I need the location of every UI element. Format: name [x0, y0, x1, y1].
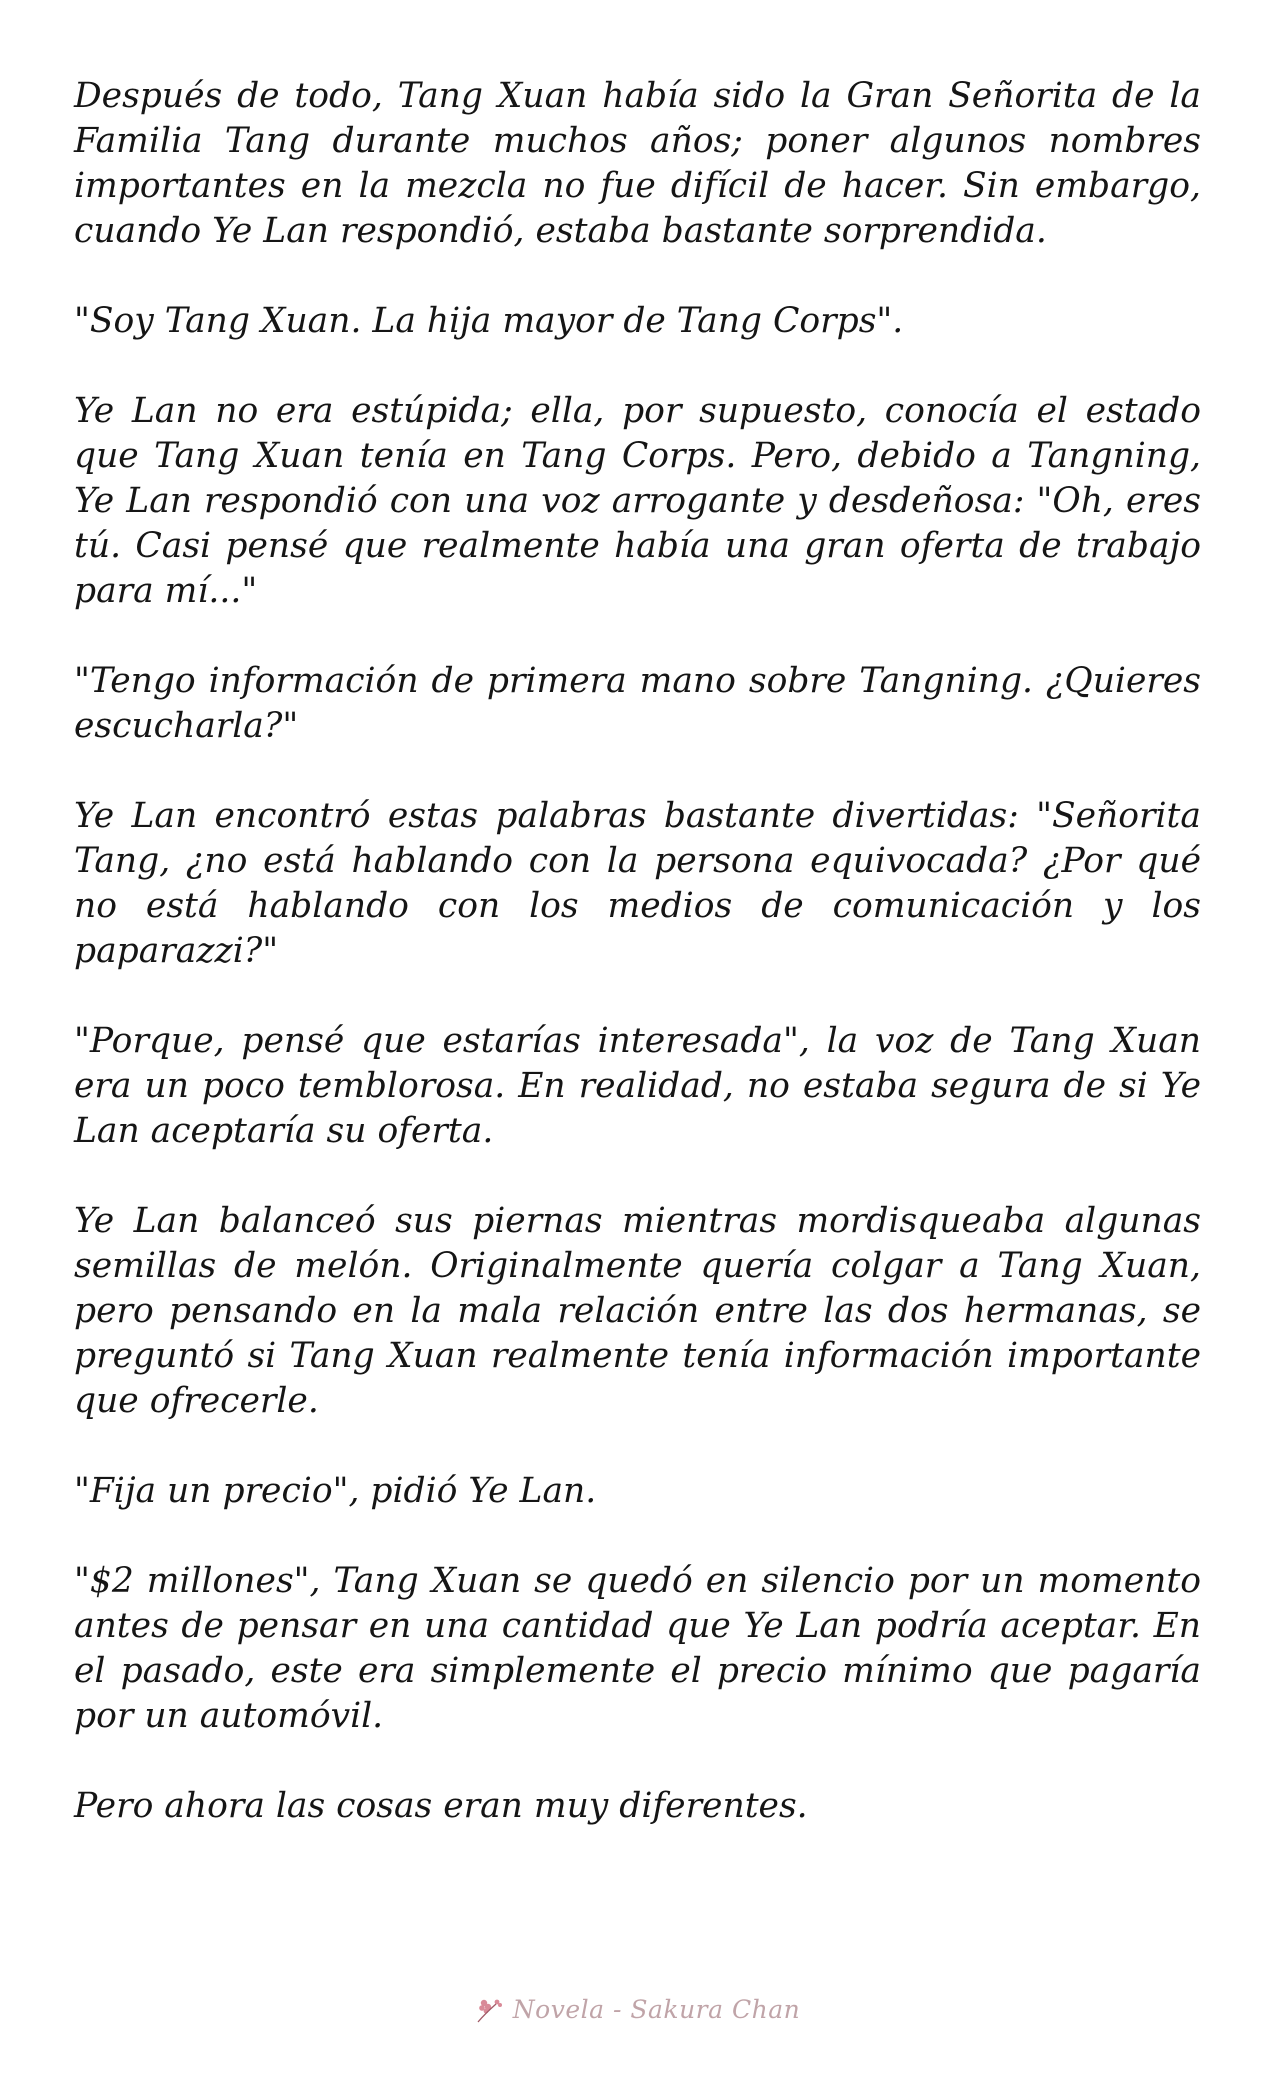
- paragraph-6: "Porque, pensé que estarías interesada", la voz de Tang Xuan era un poco temblorosa. En realidad, no estaba segura de si Ye Lan aceptaría su oferta.: [74, 1021, 1201, 1151]
- footer-text: Novela - Sakura Chan: [512, 1995, 801, 2024]
- paragraph-2: "Soy Tang Xuan. La hija mayor de Tang Corps".: [74, 301, 904, 341]
- paragraph-4: "Tengo información de primera mano sobre Tangning. ¿Quieres escucharla?": [74, 661, 1201, 746]
- paragraph-7: Ye Lan balanceó sus piernas mientras mordisqueaba algunas semillas de melón. Originalmente quería colgar a Tang Xuan, pero pensando en la mala relación entre las dos hermanas, se preguntó si Tang Xuan realmente tenía información importante que ofrecerle.: [74, 1201, 1201, 1421]
- sakura-flower-icon: [475, 1996, 505, 2030]
- paragraph-8: "Fija un precio", pidió Ye Lan.: [74, 1471, 597, 1511]
- paragraph-3: Ye Lan no era estúpida; ella, por supuesto, conocía el estado que Tang Xuan tenía en Tang Corps. Pero, debido a Tangning, Ye Lan respondió con una voz arrogante y desdeñosa: "Oh, eres tú. Casi pensé que realmente había una gran oferta de trabajo para mí...": [74, 391, 1201, 611]
- paragraph-10: Pero ahora las cosas eran muy diferentes.: [74, 1786, 808, 1826]
- footer-watermark: [0, 1995, 1275, 2030]
- paragraph-5: Ye Lan encontró estas palabras bastante divertidas: "Señorita Tang, ¿no está hablando con la persona equivocada? ¿Por qué no está hablando con los medios de comunicación y los paparazzi?": [74, 796, 1201, 971]
- chapter-text: [74, 74, 1201, 1874]
- paragraph-9: "$2 millones", Tang Xuan se quedó en silencio por un momento antes de pensar en una cantidad que Ye Lan podría aceptar. En el pasado, este era simplemente el precio mínimo que pagaría por un automóvil.: [74, 1561, 1201, 1736]
- paragraph-1: Después de todo, Tang Xuan había sido la Gran Señorita de la Familia Tang durante muchos años; poner algunos nombres importantes en la mezcla no fue difícil de hacer. Sin embargo, cuando Ye Lan respondió, estaba bastante sorprendida.: [74, 76, 1201, 251]
